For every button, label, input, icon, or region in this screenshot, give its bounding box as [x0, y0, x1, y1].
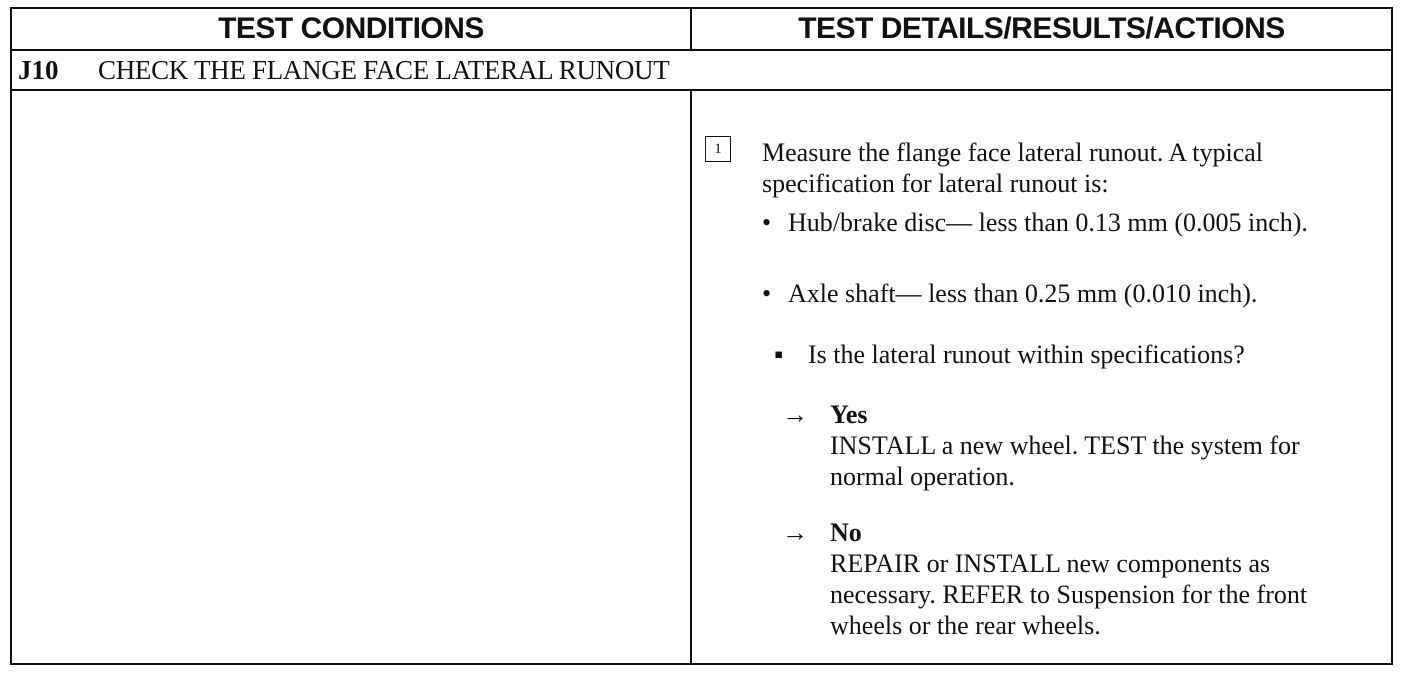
test-conditions-header: TEST CONDITIONS: [12, 9, 692, 49]
arrow-right-icon: →: [782, 518, 808, 547]
step-number-box: 1: [705, 136, 731, 162]
action-label: No: [830, 518, 862, 547]
step-instruction: Measure the flange face lateral runout. A typical specification for lateral runout is:: [762, 138, 1264, 198]
arrow-right-icon: →: [782, 400, 808, 429]
test-details-header: TEST DETAILS/RESULTS/ACTIONS: [798, 12, 1285, 45]
bullet-square-icon: ▪: [774, 340, 784, 369]
action-text: REPAIR or INSTALL new components as necessary. REFER to Suspension for the front wheels or the rear wheels.: [830, 549, 1308, 640]
step-title-row: [12, 51, 1391, 91]
diagnostic-table: [10, 7, 1393, 665]
table-header: [12, 9, 1391, 51]
step-title: CHECK THE FLANGE FACE LATERAL RUNOUT: [98, 55, 670, 85]
test-details-cell: [692, 91, 1391, 663]
test-conditions-cell: [12, 91, 692, 663]
bullet-dot-icon: •: [762, 279, 772, 308]
action-text: INSTALL a new wheel. TEST the system for normal operation.: [830, 431, 1300, 491]
action-label: Yes: [830, 400, 868, 429]
question-text: Is the lateral runout within specifications?: [808, 340, 1245, 369]
bullet-dot-icon: •: [762, 208, 772, 237]
step-id: J10: [18, 55, 59, 85]
spec-item-text: Axle shaft— less than 0.25 mm (0.010 inch).: [788, 279, 1258, 308]
spec-item-text: Hub/brake disc— less than 0.13 mm (0.005 inch).: [788, 208, 1308, 237]
